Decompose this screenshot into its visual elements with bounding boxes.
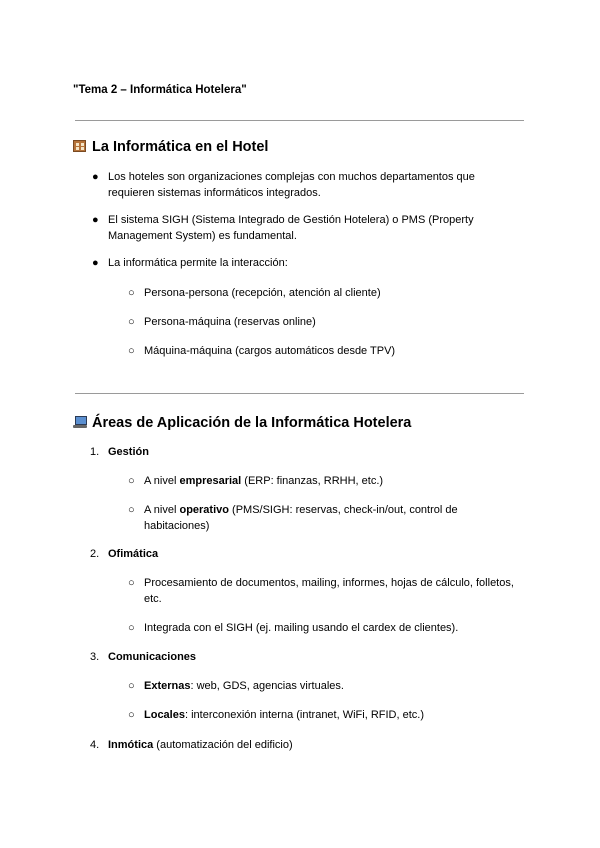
list-number: 2. [90, 548, 100, 560]
sub-list-item: Integrada con el SIGH (ej. mailing usando el cardex de clientes). [144, 622, 459, 634]
sub-bullet-glyph: ○ [128, 475, 135, 487]
section-heading-text: Áreas de Aplicación de la Informática Hotelera [92, 415, 412, 431]
list-number: 3. [90, 651, 100, 663]
list-item-comunicaciones: Comunicaciones [108, 651, 197, 663]
sub-bullet-glyph: ○ [128, 345, 135, 357]
sub-list-item: A nivel operativo (PMS/SIGH: reservas, check-in/out, control de habitaciones) [144, 504, 458, 532]
sub-bullet-glyph: ○ [128, 622, 135, 634]
sub-bullet-glyph: ○ [128, 316, 135, 328]
sub-list-item: Externas: web, GDS, agencias virtuales. [144, 680, 344, 692]
list-item-gestion: Gestión [108, 446, 149, 458]
divider-middle [75, 393, 524, 394]
bullet-glyph: ● [92, 171, 99, 183]
list-item: La informática permite la interacción: [108, 257, 288, 269]
hotel-icon [73, 139, 89, 155]
list-item: Los hoteles son organizaciones complejas con muchos departamentos que requieren sistemas informáticos integrados. [108, 171, 475, 199]
list-number: 4. [90, 739, 100, 751]
sub-bullet-glyph: ○ [128, 504, 135, 516]
sub-bullet-glyph: ○ [128, 709, 135, 721]
section-heading-areas [73, 415, 411, 431]
list-item: El sistema SIGH (Sistema Integrado de Gestión Hotelera) o PMS (Property Management System) es fundamental. [108, 214, 474, 242]
sub-list-item: Persona-persona (recepción, atención al cliente) [144, 287, 381, 299]
sub-list-item: A nivel empresarial (ERP: finanzas, RRHH, etc.) [144, 475, 384, 487]
sub-list-item: Persona-máquina (reservas online) [144, 316, 316, 328]
list-item-inmotica: Inmótica (automatización del edificio) [108, 739, 293, 751]
bullet-glyph: ● [92, 257, 99, 269]
section-heading-text: La Informática en el Hotel [92, 139, 269, 155]
document-title: "Tema 2 – Informática Hotelera" [73, 84, 247, 96]
sub-list-item: Máquina-máquina (cargos automáticos desde TPV) [144, 345, 396, 357]
laptop-icon [73, 415, 89, 431]
sub-bullet-glyph: ○ [128, 577, 135, 589]
bullet-glyph: ● [92, 214, 99, 226]
sub-bullet-glyph: ○ [128, 680, 135, 692]
section-heading-informatica-hotel [73, 139, 268, 155]
sub-bullet-glyph: ○ [128, 287, 135, 299]
list-item-ofimatica: Ofimática [108, 548, 159, 560]
divider-top [75, 120, 524, 121]
sub-list-item: Procesamiento de documentos, mailing, informes, hojas de cálculo, folletos, etc. [144, 577, 514, 605]
list-number: 1. [90, 446, 100, 458]
sub-list-item: Locales: interconexión interna (intranet, WiFi, RFID, etc.) [144, 709, 424, 721]
